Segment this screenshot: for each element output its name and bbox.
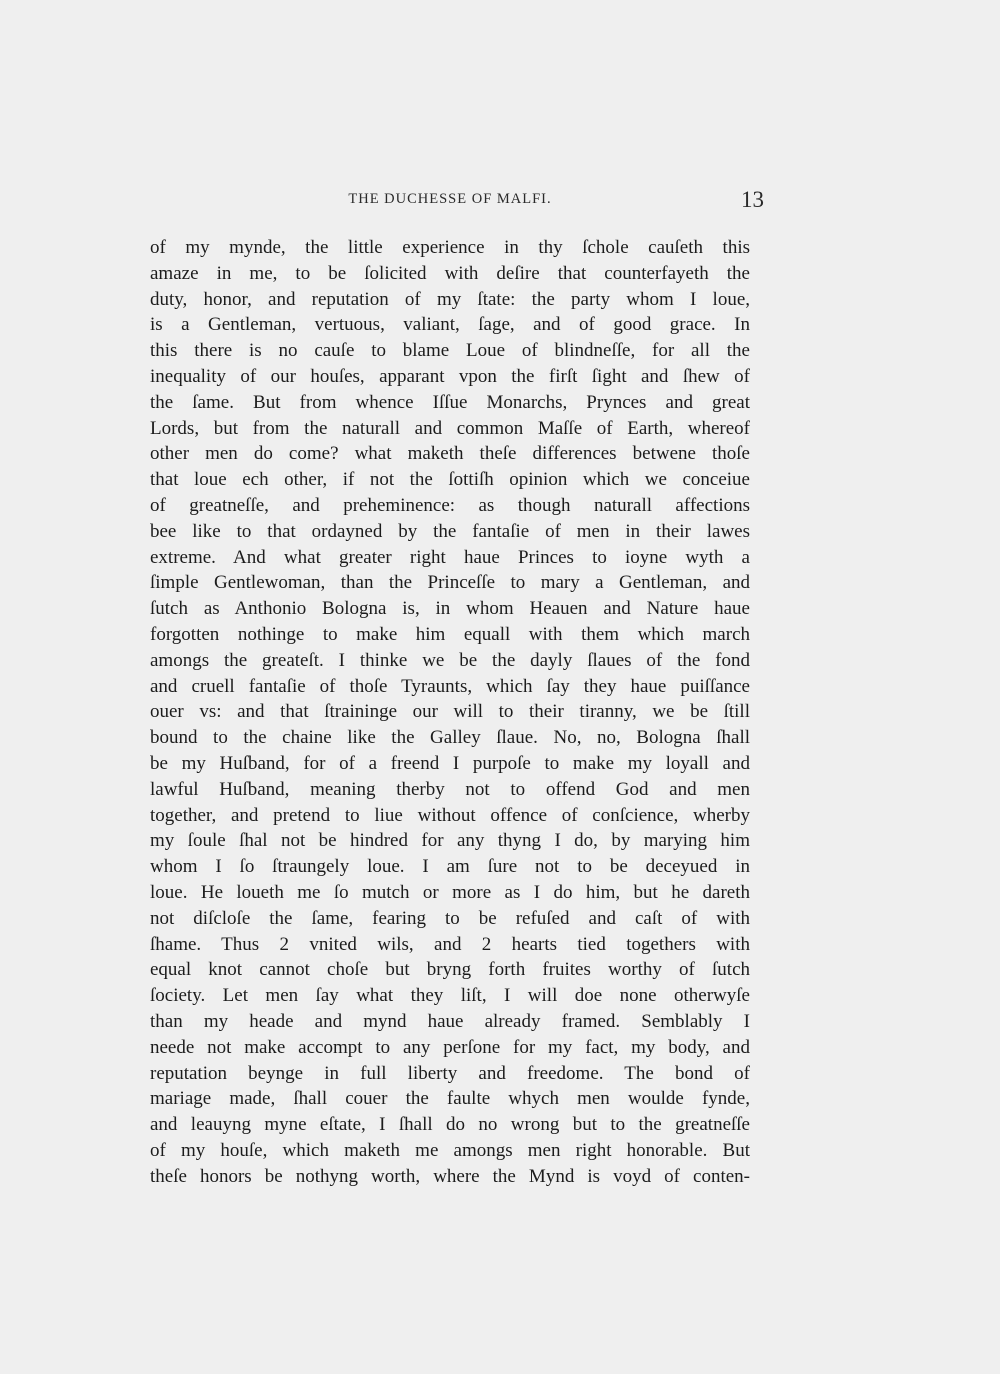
text-line: and cruell fantaſie of thoſe Tyraunts, which ſay they haue puiſſance	[150, 675, 750, 697]
page-number: 13	[741, 187, 764, 212]
running-title: THE DUCHESSE OF MALFI.	[348, 191, 552, 207]
text-line: of my houſe, which maketh me amongs men right honorable. But	[150, 1139, 750, 1161]
running-head	[150, 187, 764, 213]
text-line: neede not make accompt to any perſone for my fact, my body, and	[150, 1036, 750, 1058]
text-line: theſe honors be nothyng worth, where the Mynd is voyd of conten-	[150, 1165, 750, 1187]
text-line: ſimple Gentlewoman, than the Princeſſe to mary a Gentleman, and	[150, 572, 750, 594]
text-line: other men do come? what maketh theſe differences betwene thoſe	[150, 443, 750, 465]
text-line: whom I ſo ſtraungely loue. I am ſure not to be deceyued in	[150, 856, 750, 878]
text-line: lawful Huſband, meaning therby not to offend God and men	[150, 778, 750, 800]
text-line: ouer vs: and that ſtraininge our will to their tiranny, we be ſtill	[150, 701, 750, 723]
text-line: and leauyng myne eſtate, I ſhall do no wrong but to the greatneſſe	[150, 1114, 750, 1136]
text-line: of my mynde, the little experience in thy ſchole cauſeth this	[150, 237, 750, 258]
body-text	[150, 235, 750, 1189]
text-line: this there is no cauſe to blame Loue of blindneſſe, for all the	[150, 340, 750, 362]
text-line: be my Huſband, for of a freend I purpoſe to make my loyall and	[150, 752, 750, 774]
text-line: together, and pretend to liue without offence of conſcience, wherby	[150, 804, 750, 826]
text-line: ſutch as Anthonio Bologna is, in whom Heauen and Nature haue	[150, 598, 750, 620]
text-line: equal knot cannot choſe but bryng forth fruites worthy of ſutch	[150, 959, 750, 981]
text-line: amongs the greateſt. I thinke we be the dayly ſlaues of the fond	[150, 649, 750, 671]
text-line: forgotten nothinge to make him equall with them which march	[150, 623, 750, 645]
text-line: of greatneſſe, and preheminence: as though naturall affections	[150, 494, 750, 516]
text-line: than my heade and mynd haue already framed. Semblably I	[150, 1010, 750, 1032]
text-line: duty, honor, and reputation of my ſtate: the party whom I loue,	[150, 288, 750, 310]
text-line: ſhame. Thus 2 vnited wils, and 2 hearts tied togethers with	[150, 933, 750, 955]
text-line: amaze in me, to be ſolicited with deſire that counterfayeth the	[150, 262, 750, 284]
text-line: inequality of our houſes, apparant vpon the firſt ſight and ſhew of	[150, 365, 750, 387]
text-line: bee like to that ordayned by the fantaſie of men in their lawes	[150, 520, 750, 542]
text-line: not diſcloſe the ſame, fearing to be refuſed and caſt of with	[150, 907, 750, 929]
text-line: is a Gentleman, vertuous, valiant, ſage, and of good grace. In	[150, 314, 750, 336]
text-line: bound to the chaine like the Galley ſlaue. No, no, Bologna ſhall	[150, 727, 750, 749]
text-line: extreme. And what greater right haue Princes to ioyne wyth a	[150, 546, 750, 568]
text-line: loue. He loueth me ſo mutch or more as I do him, but he dareth	[150, 881, 750, 903]
text-line: mariage made, ſhall couer the faulte whych men woulde fynde,	[150, 1088, 750, 1110]
text-line: Lords, but from the naturall and common Maſſe of Earth, whereof	[150, 417, 750, 439]
text-line: that loue ech other, if not the ſottiſh opinion which we conceiue	[150, 469, 750, 491]
text-line: my ſoule ſhal not be hindred for any thyng I do, by marying him	[150, 830, 750, 852]
text-line: ſociety. Let men ſay what they liſt, I will doe none otherwyſe	[150, 985, 750, 1007]
text-line: reputation beynge in full liberty and freedome. The bond of	[150, 1062, 750, 1084]
text-line: the ſame. But from whence Iſſue Monarchs, Prynces and great	[150, 391, 750, 413]
